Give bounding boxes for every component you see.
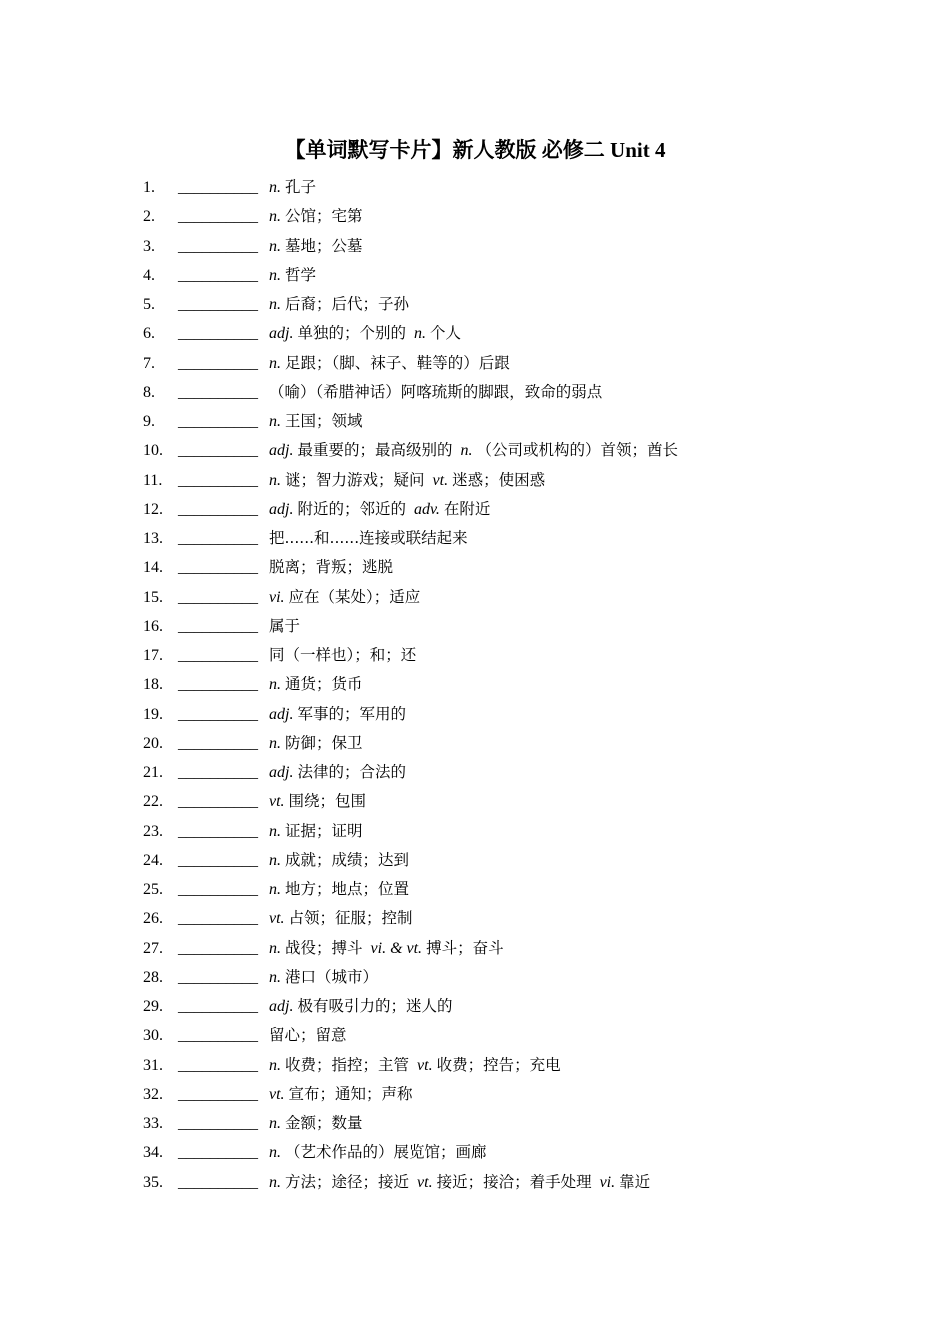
meaning-text: 方法；途径；接近 [285, 1172, 410, 1191]
answer-blank[interactable]: __________ [178, 822, 258, 840]
meaning-text: 脱离；背叛；逃脱 [269, 558, 394, 577]
vocab-item [0, 934, 950, 963]
meaning-text: 谜；智力游戏；疑问 [285, 470, 425, 489]
part-of-speech: vt. [417, 1056, 433, 1074]
meaning-text: 成就；成绩；达到 [285, 850, 410, 869]
answer-blank[interactable]: __________ [178, 998, 258, 1015]
vocab-item [0, 553, 950, 582]
answer-blank[interactable]: __________ [178, 208, 258, 226]
definition [269, 319, 461, 348]
definition [269, 495, 490, 524]
meaning-text: 孔子 [285, 178, 317, 196]
item-number: 2. [143, 208, 155, 226]
answer-blank[interactable]: __________ [178, 325, 258, 343]
part-of-speech: vi. & vt. [370, 939, 423, 957]
answer-blank[interactable]: __________ [178, 910, 258, 928]
definition [269, 1080, 413, 1109]
item-number: 18. [143, 676, 163, 694]
item-number: 12. [143, 500, 163, 518]
meaning-text: 同（一样也）；和；还 [269, 646, 417, 664]
part-of-speech: n. [269, 354, 281, 372]
definition [269, 1138, 487, 1167]
meaning-text: 单独的；个别的 [297, 324, 406, 343]
vocab-item [0, 1138, 950, 1167]
item-number: 5. [143, 296, 155, 313]
meaning-text: 港口（城市） [285, 967, 379, 986]
vocab-item [0, 466, 950, 495]
answer-blank[interactable]: __________ [178, 968, 258, 986]
vocab-item [0, 700, 950, 729]
definition [269, 232, 363, 261]
item-number: 14. [143, 559, 163, 577]
definition [269, 817, 363, 846]
part-of-speech: n. [269, 179, 281, 196]
answer-blank[interactable]: __________ [178, 676, 258, 694]
meaning-text: 迷惑；使困惑 [452, 470, 546, 489]
meaning-text: 最重要的；最高级别的 [297, 441, 453, 460]
meaning-text: 金额；数量 [285, 1114, 363, 1132]
definition [269, 934, 504, 963]
vocab-item [0, 612, 950, 641]
vocab-item [0, 349, 950, 378]
answer-blank[interactable]: __________ [178, 530, 258, 547]
meaning-text: 公馆；宅第 [285, 207, 363, 226]
part-of-speech: adj. [269, 998, 294, 1015]
part-of-speech: n. [269, 208, 281, 226]
item-number: 26. [143, 910, 163, 928]
answer-blank[interactable]: __________ [178, 1115, 258, 1132]
vocab-item [0, 202, 950, 231]
definition [269, 1168, 650, 1197]
vocab-item [0, 1021, 950, 1050]
definition [269, 963, 378, 992]
item-number: 1. [143, 179, 155, 196]
item-number: 16. [143, 617, 163, 635]
item-number: 21. [143, 764, 163, 781]
meaning-text: （艺术作品的）展览馆；画廊 [285, 1143, 487, 1162]
item-number: 7. [143, 354, 155, 372]
answer-blank[interactable]: __________ [178, 559, 258, 577]
definition [269, 846, 409, 875]
part-of-speech: vi. [269, 588, 285, 606]
item-number: 6. [143, 325, 155, 343]
definition [269, 436, 678, 465]
definition [269, 407, 363, 436]
vocab-item [0, 1168, 950, 1197]
vocab-item [0, 846, 950, 875]
vocab-item [0, 583, 950, 612]
meaning-text: 附近的；邻近的 [297, 499, 406, 518]
answer-blank[interactable]: __________ [178, 296, 258, 313]
vocab-item [0, 378, 950, 407]
part-of-speech: n. [269, 471, 281, 489]
item-number: 4. [143, 266, 155, 284]
item-number: 31. [143, 1056, 163, 1074]
part-of-speech: n. [269, 1173, 281, 1191]
vocab-item [0, 787, 950, 816]
item-number: 10. [143, 442, 163, 460]
item-number: 9. [143, 413, 155, 430]
vocab-item [0, 1109, 950, 1138]
part-of-speech: n. [269, 413, 281, 430]
vocab-item [0, 992, 950, 1021]
definition [269, 670, 363, 699]
answer-blank[interactable]: __________ [178, 617, 258, 635]
vocab-item [0, 641, 950, 670]
meaning-text: 通货；货币 [285, 675, 363, 694]
part-of-speech: vt. [269, 1085, 285, 1103]
vocab-item [0, 1080, 950, 1109]
part-of-speech: n. [269, 296, 281, 313]
part-of-speech: vt. [432, 471, 449, 489]
meaning-text: 属于 [269, 616, 301, 635]
vocab-item [0, 963, 950, 992]
part-of-speech: adj. [269, 764, 294, 781]
meaning-text: 证据；证明 [285, 821, 363, 840]
definition [269, 904, 413, 933]
definition [269, 202, 363, 231]
definition [269, 173, 316, 202]
part-of-speech: n. [269, 851, 281, 869]
item-number: 27. [143, 939, 163, 957]
meaning-text: 靠近 [619, 1172, 651, 1191]
meaning-text: 军事的；军用的 [297, 704, 406, 723]
vocab-item [0, 904, 950, 933]
vocab-item [0, 261, 950, 290]
part-of-speech: n. [460, 442, 473, 460]
item-number: 22. [143, 793, 163, 811]
definition [269, 466, 545, 495]
meaning-text: 足跟；（脚、袜子、鞋等的）后跟 [285, 353, 510, 372]
vocab-item [0, 670, 950, 699]
part-of-speech: adv. [413, 500, 440, 518]
meaning-text: 哲学 [285, 265, 317, 284]
meaning-text: 应在（某处）；适应 [288, 587, 421, 606]
definition [269, 524, 468, 553]
answer-blank[interactable]: __________ [178, 471, 258, 489]
part-of-speech: vt. [417, 1173, 433, 1191]
answer-blank[interactable]: __________ [178, 442, 258, 460]
vocab-item [0, 407, 950, 436]
part-of-speech: n. [269, 939, 281, 957]
definition [269, 641, 416, 670]
definition [269, 992, 452, 1021]
meaning-text: 留心；留意 [269, 1026, 347, 1045]
item-number: 33. [143, 1115, 163, 1132]
answer-blank[interactable]: __________ [178, 179, 258, 196]
meaning-text: 王国；领域 [285, 412, 363, 430]
answer-blank[interactable]: __________ [178, 881, 258, 898]
meaning-text: 个人 [429, 324, 461, 343]
vocab-item [0, 729, 950, 758]
part-of-speech: n. [269, 734, 281, 752]
vocab-item [0, 758, 950, 787]
part-of-speech: n. [269, 1056, 281, 1074]
vocab-item [0, 232, 950, 261]
item-number: 34. [143, 1144, 163, 1162]
definition [269, 378, 602, 407]
item-number: 28. [143, 968, 163, 986]
meaning-text: 法律的；合法的 [297, 763, 406, 781]
answer-blank[interactable]: __________ [178, 1056, 258, 1074]
answer-blank[interactable]: __________ [178, 793, 258, 811]
meaning-text: 在附近 [443, 499, 491, 518]
meaning-text: 收费；指控；主管 [285, 1055, 410, 1074]
meaning-text: 墓地；公墓 [285, 236, 363, 255]
meaning-text: 收费；控告；充电 [436, 1055, 561, 1074]
part-of-speech: n. [269, 968, 281, 986]
item-number: 8. [143, 383, 155, 401]
meaning-text: 围绕；包围 [288, 792, 367, 811]
page-title: 【单词默写卡片】新人教版 必修二 Unit 4 [284, 138, 666, 162]
definition [269, 349, 510, 378]
answer-blank[interactable]: __________ [178, 383, 258, 401]
vocab-item [0, 875, 950, 904]
item-number: 19. [143, 705, 163, 723]
definition [269, 1051, 561, 1080]
part-of-speech: n. [269, 1144, 281, 1162]
answer-blank[interactable]: __________ [178, 588, 258, 606]
part-of-speech: vt. [269, 910, 285, 928]
part-of-speech: adj. [269, 705, 294, 723]
answer-blank[interactable]: __________ [178, 266, 258, 284]
item-number: 11. [143, 471, 163, 489]
vocab-item [0, 524, 950, 553]
answer-blank[interactable]: __________ [178, 939, 258, 957]
definition [269, 261, 316, 290]
answer-blank[interactable]: __________ [178, 354, 258, 372]
vocab-item [0, 319, 950, 348]
part-of-speech: n. [269, 237, 281, 255]
definition [269, 787, 366, 816]
vocab-item [0, 173, 950, 202]
meaning-text: 接近；接洽；着手处理 [436, 1172, 592, 1191]
item-number: 24. [143, 851, 163, 869]
definition [269, 1109, 363, 1138]
meaning-text: 宣布；通知；声称 [288, 1084, 413, 1103]
part-of-speech: n. [413, 325, 426, 343]
item-number: 35. [143, 1173, 163, 1191]
vocab-item [0, 495, 950, 524]
meaning-text: 战役；搏斗 [285, 938, 363, 957]
vocabulary-list [0, 173, 950, 1197]
part-of-speech: adj. [269, 325, 294, 343]
part-of-speech: n. [269, 266, 281, 284]
definition [269, 553, 393, 582]
meaning-text: （喻）（希腊神话）阿喀琉斯的脚跟，致命的弱点 [269, 382, 603, 401]
part-of-speech: vi. [599, 1173, 616, 1191]
vocab-item [0, 290, 950, 319]
item-number: 3. [143, 237, 155, 255]
answer-blank[interactable]: __________ [178, 1173, 258, 1191]
answer-blank[interactable]: __________ [178, 705, 258, 723]
item-number: 20. [143, 734, 163, 752]
item-number: 29. [143, 998, 163, 1015]
meaning-text: 地方；地点；位置 [285, 880, 410, 898]
answer-blank[interactable]: __________ [178, 1144, 258, 1162]
item-number: 15. [143, 588, 163, 606]
definition [269, 758, 406, 787]
answer-blank[interactable]: __________ [178, 1085, 258, 1103]
definition [269, 1021, 347, 1050]
part-of-speech: vt. [269, 793, 285, 811]
part-of-speech: n. [269, 1115, 281, 1132]
meaning-text: 后裔；后代；子孙 [285, 295, 410, 313]
definition [269, 583, 420, 612]
definition [269, 612, 300, 641]
item-number: 25. [143, 881, 163, 898]
answer-blank[interactable]: __________ [178, 237, 258, 255]
part-of-speech: n. [269, 676, 281, 694]
definition [269, 290, 409, 319]
meaning-text: 极有吸引力的；迷人的 [297, 997, 453, 1015]
meaning-text: 防御；保卫 [285, 733, 363, 752]
item-number: 32. [143, 1085, 163, 1103]
meaning-text: （公司或机构的）首领；酋长 [476, 441, 678, 460]
definition [269, 875, 409, 904]
item-number: 17. [143, 647, 163, 664]
meaning-text: 搏斗；奋斗 [426, 938, 504, 957]
meaning-text: 占领；征服；控制 [288, 909, 413, 928]
answer-blank[interactable]: __________ [178, 413, 258, 430]
part-of-speech: adj. [269, 442, 294, 460]
vocab-item [0, 817, 950, 846]
answer-blank[interactable]: __________ [178, 734, 258, 752]
part-of-speech: adj. [269, 500, 294, 518]
item-number: 23. [143, 822, 163, 840]
vocab-item [0, 1051, 950, 1080]
vocab-item [0, 436, 950, 465]
item-number: 30. [143, 1027, 163, 1045]
definition [269, 700, 406, 729]
answer-blank[interactable]: __________ [178, 500, 258, 518]
definition [269, 729, 363, 758]
answer-blank[interactable]: __________ [178, 1027, 258, 1045]
answer-blank[interactable]: __________ [178, 647, 258, 664]
answer-blank[interactable]: __________ [178, 764, 258, 781]
answer-blank[interactable]: __________ [178, 851, 258, 869]
part-of-speech: n. [269, 881, 281, 898]
part-of-speech: n. [269, 822, 281, 840]
meaning-text: 把......和......连接或联结起来 [269, 529, 468, 547]
item-number: 13. [143, 530, 163, 547]
